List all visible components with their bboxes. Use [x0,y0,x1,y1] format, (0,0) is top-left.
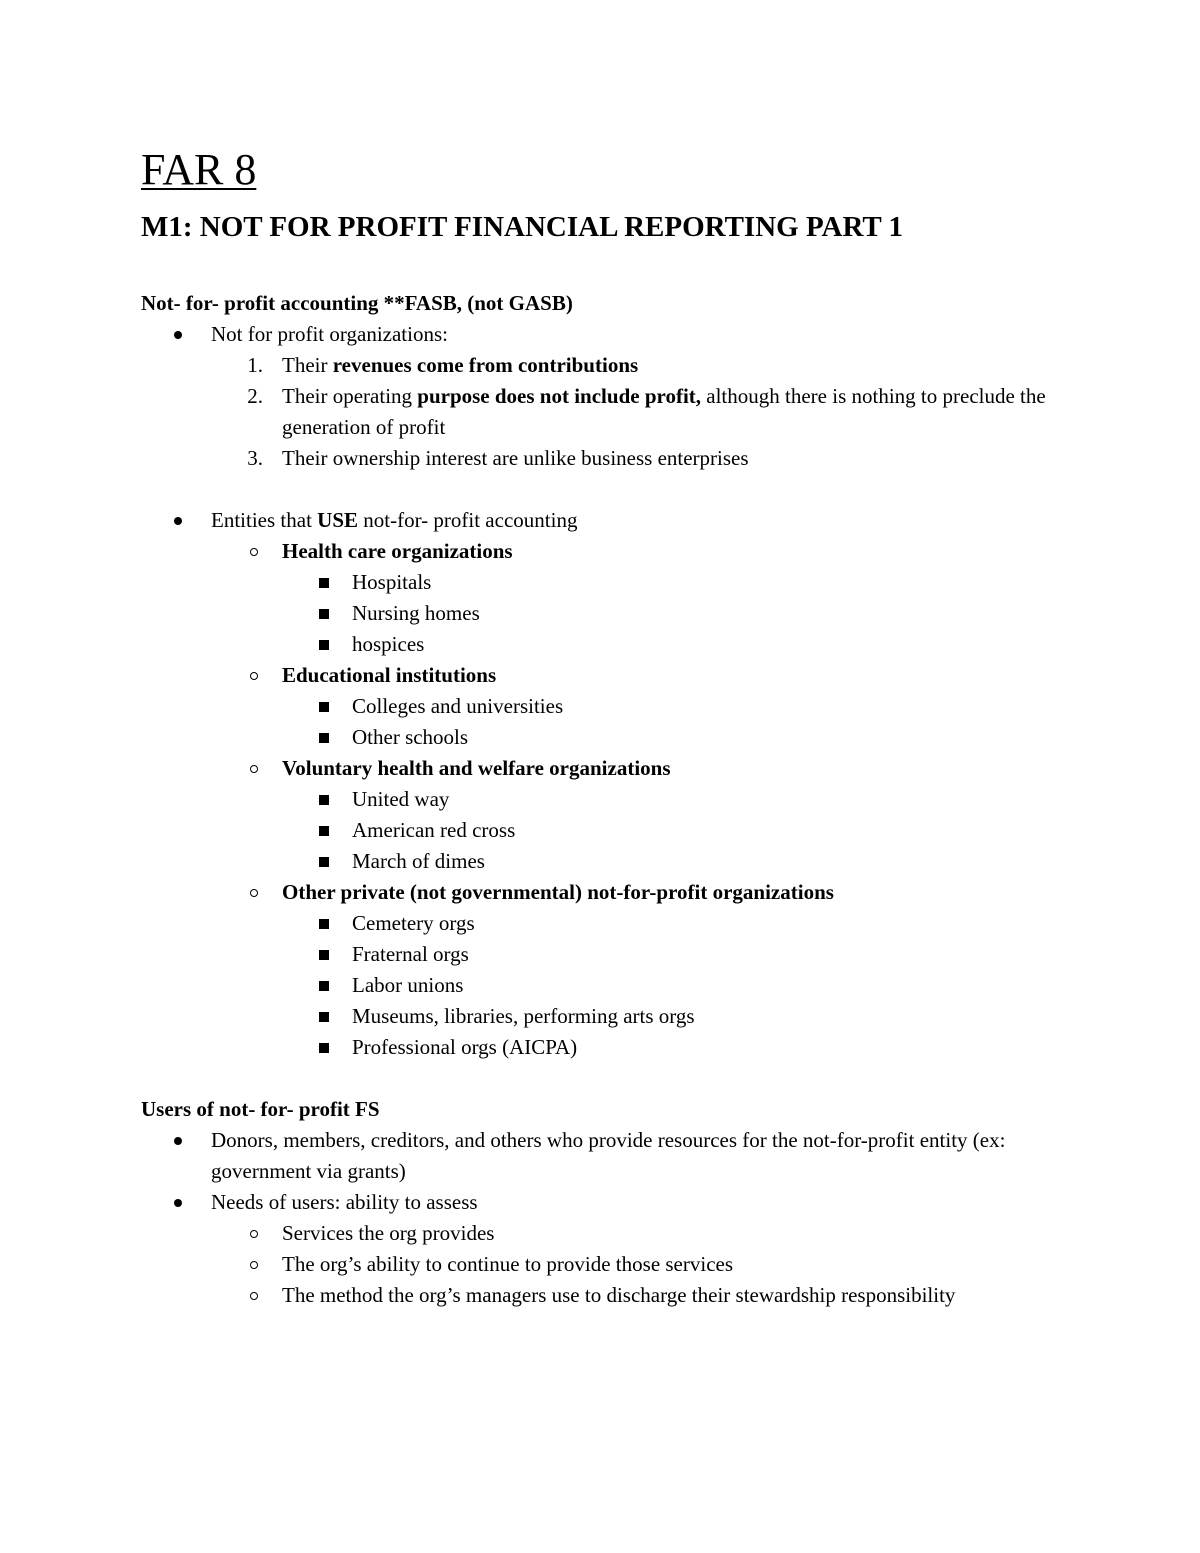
list-item: March of dimes [352,849,485,873]
bullet-square-icon [314,1001,334,1032]
item-text-plain: Their [282,353,333,377]
item-text-bold: revenues come from contributions [332,353,639,377]
list-item: The method the org’s managers use to discharge their stewardship responsibility [282,1283,956,1307]
bullet-text-plain: Entities that [211,508,318,532]
list-number: 3. [247,446,263,470]
sub-bullet-item [141,877,1061,908]
list-item: United way [352,787,450,811]
section-users-of-fs [141,1094,1061,1311]
sub-bullet-item [141,660,1061,691]
sub-sub-bullet-item [141,722,1061,753]
bullet-square-icon [314,939,334,970]
bullet-square-icon [314,815,334,846]
group-label: Educational institutions [282,663,497,687]
item-text-plain: Their operating [282,384,418,408]
list-number: 2. [247,384,263,408]
section-not-for-profit-accounting [141,288,1061,1063]
bullet-square-icon [314,784,334,815]
bullet-square-icon [314,629,334,660]
bullet-text: Needs of users: ability to assess [211,1190,478,1214]
bullet-square-icon [314,846,334,877]
sub-sub-bullet-item [141,846,1061,877]
sub-bullet-item [141,536,1061,567]
list-item: Cemetery orgs [352,911,475,935]
bullet-square-icon [314,598,334,629]
sub-sub-bullet-item [141,629,1061,660]
sub-sub-bullet-item [141,815,1061,846]
sub-sub-bullet-item [141,567,1061,598]
bullet-circle-icon [244,536,264,567]
bullet-text: Not for profit organizations: [211,322,448,346]
bullet-text-tail: not-for- profit accounting [358,508,578,532]
list-item: Other schools [352,725,469,749]
list-item: Services the org provides [282,1221,495,1245]
list-item: Labor unions [352,973,464,997]
sub-sub-bullet-item [141,691,1061,722]
list-item: Fraternal orgs [352,942,469,966]
bullet-dot-icon [168,505,188,536]
item-text-bold: purpose does not include profit, [417,384,702,408]
list-item: Hospitals [352,570,432,594]
sub-sub-bullet-item [141,908,1061,939]
sub-sub-bullet-item [141,970,1061,1001]
group-label: Other private (not governmental) not-for-profit organizations [282,880,834,904]
numbered-item [141,350,1061,381]
sub-sub-bullet-item [141,598,1061,629]
numbered-item [141,443,1061,474]
sub-bullet-item [141,1218,1061,1249]
list-item: American red cross [352,818,516,842]
bullet-square-icon [314,908,334,939]
bullet-square-icon [314,567,334,598]
group-label: Voluntary health and welfare organizations [282,756,671,780]
sub-bullet-item [141,753,1061,784]
bullet-dot-icon [168,1125,188,1156]
bullet-circle-icon [244,660,264,691]
list-item: Professional orgs (AICPA) [352,1035,578,1059]
document-title: FAR 8 [141,145,257,194]
group-label: Health care organizations [282,539,513,563]
bullet-square-icon [314,691,334,722]
sub-sub-bullet-item [141,784,1061,815]
bullet-dot-icon [168,1187,188,1218]
bullet-item [141,319,1061,350]
bullet-circle-icon [244,1249,264,1280]
sub-bullet-item [141,1249,1061,1280]
bullet-circle-icon [244,877,264,908]
numbered-item [141,381,1061,443]
item-text-plain: Their ownership interest are unlike business enterprises [282,446,749,470]
section-heading: Users of not- for- profit FS [141,1097,380,1121]
bullet-square-icon [314,722,334,753]
bullet-dot-icon [168,319,188,350]
sub-bullet-item [141,1280,1061,1311]
sub-sub-bullet-item [141,1032,1061,1063]
bullet-circle-icon [244,1218,264,1249]
section-heading: Not- for- profit accounting **FASB, (not GASB) [141,291,573,315]
list-item: Colleges and universities [352,694,564,718]
list-item: Museums, libraries, performing arts orgs [352,1004,695,1028]
bullet-item [141,1187,1061,1218]
document-page [141,142,1061,1311]
list-item: The org’s ability to continue to provide those services [282,1252,734,1276]
bullet-square-icon [314,970,334,1001]
list-item: Nursing homes [352,601,480,625]
sub-sub-bullet-item [141,939,1061,970]
item-text-plain-tail: although there is nothing to preclude the generation of profit [282,384,1046,439]
bullet-item [141,1125,1061,1187]
list-item: hospices [352,632,425,656]
bullet-circle-icon [244,1280,264,1311]
bullet-square-icon [314,1032,334,1063]
bullet-circle-icon [244,753,264,784]
bullet-item [141,505,1061,536]
sub-sub-bullet-item [141,1001,1061,1032]
document-subtitle: M1: NOT FOR PROFIT FINANCIAL REPORTING PART 1 [141,211,903,243]
bullet-text-bold: USE [317,508,359,532]
list-number: 1. [247,353,263,377]
bullet-text: Donors, members, creditors, and others who provide resources for the not-for-profit entity (ex: government via grants) [211,1128,1006,1183]
